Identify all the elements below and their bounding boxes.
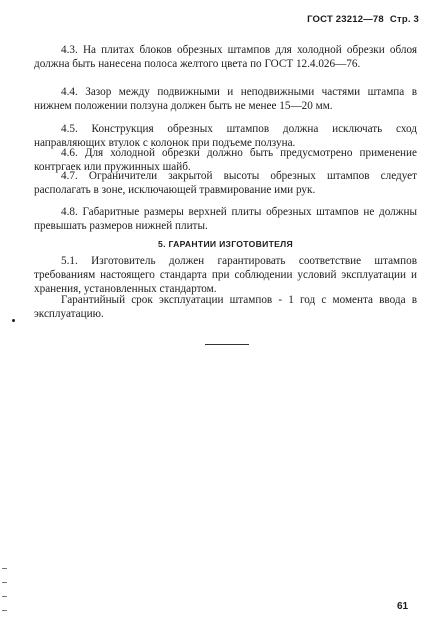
page-label: Стр. 3: [389, 14, 419, 25]
scan-margin-marks: [2, 560, 14, 630]
section-5-heading: 5. ГАРАНТИИ ИЗГОТОВИТЕЛЯ: [158, 239, 293, 249]
paragraph-4-4: 4.4. Зазор между подвижными и неподвижными частями штампа в нижнем положении ползуна должен быть не менее 15—20 мм.: [34, 86, 417, 112]
paragraph-4-8: 4.8. Габаритные размеры верхней плиты обрезных штампов не должны превышать размеров нижней плиты.: [34, 206, 417, 232]
end-rule: [205, 344, 249, 345]
paragraph-4-7: 4.7. Ограничители закрытой высоты обрезных штампов следует располагать в зоне, исключающей травмирование ими рук.: [34, 170, 417, 196]
page-header: [307, 14, 419, 25]
paragraph-5-1: 5.1. Изготовитель должен гарантировать соответствие штампов требованиям настоящего стандарта при соблюдении условий эксплуатации и хранения, установленных стандартом.: [34, 255, 417, 295]
paragraph-4-6: 4.6. Для холодной обрезки должно быть предусмотрено применение контргаек или пружинных шайб.: [34, 147, 417, 173]
standard-designation: ГОСТ 23212—78: [307, 14, 384, 25]
page-number: 61: [397, 601, 409, 612]
margin-dot: [12, 319, 15, 322]
paragraph-4-5: 4.5. Конструкция обрезных штампов должна исключать сход направляющих втулок с колонок при подъеме ползуна.: [34, 123, 417, 149]
paragraph-4-3: 4.3. На плитах блоков обрезных штампов для холодной обрезки облоя должна быть нанесена полоса желтого цвета по ГОСТ 12.4.026—76.: [34, 44, 417, 70]
paragraph-5-2: Гарантийный срок эксплуатации штампов - 1 год с момента ввода в эксплуатацию.: [34, 294, 417, 320]
